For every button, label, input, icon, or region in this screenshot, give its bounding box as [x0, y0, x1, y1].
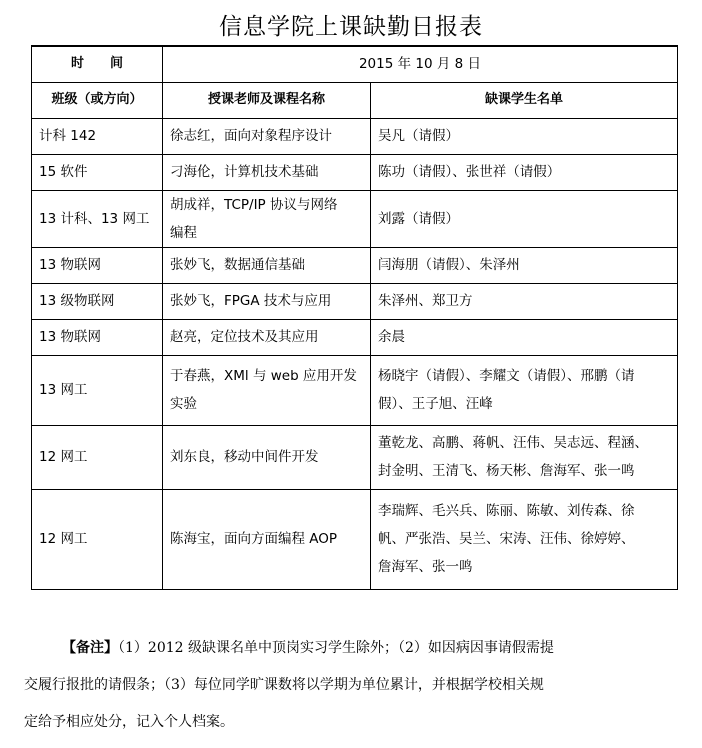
- time-label: 时 间: [32, 46, 163, 82]
- cell-absent-students-line: 董乾龙、高鹏、蒋帆、汪伟、吴志远、程涵、: [378, 435, 648, 451]
- column-header-absent: 缺课学生名单: [371, 82, 678, 118]
- cell-absent-students-line: 刘露（请假）: [378, 210, 459, 227]
- cell-absent-students: [371, 247, 678, 283]
- page-title: 信息学院上课缺勤日报表: [219, 14, 483, 40]
- attendance-table: [31, 45, 678, 590]
- cell-teacher-course: [163, 425, 371, 489]
- cell-teacher-course-line: 徐志红，面向对象程序设计: [170, 128, 332, 144]
- cell-teacher-course-line: 实验: [170, 396, 197, 412]
- table-row: [32, 190, 678, 247]
- cell-absent-students: [371, 489, 678, 589]
- cell-class: 13 计科、13 网工: [32, 190, 163, 247]
- cell-absent-students-line: 李瑞辉、毛兴兵、陈丽、陈敏、刘传森、徐: [378, 503, 635, 519]
- table-row: [32, 355, 678, 425]
- table-row: [32, 425, 678, 489]
- cell-teacher-course-line: 陈海宝，面向方面编程 AOP: [170, 531, 338, 547]
- cell-teacher-course-line: 胡成祥，TCP/IP 协议与网络: [170, 196, 338, 213]
- cell-class: 计科 142: [32, 118, 163, 154]
- table-row: [32, 283, 678, 319]
- remarks-line-2: 交履行报批的请假条；（3）每位同学旷课数将以学期为单位累计，并根据学校相关规: [24, 677, 544, 693]
- cell-teacher-course-line: 于春燕，XMl 与 web 应用开发: [170, 368, 357, 384]
- cell-class: 12 网工: [32, 489, 163, 589]
- remarks-line-3: 定给予相应处分，记入个人档案。: [24, 714, 234, 730]
- cell-absent-students-line: 余晨: [378, 329, 405, 345]
- cell-absent-students-line: 假）、王子旭、汪峰: [378, 396, 493, 412]
- table-row: [32, 247, 678, 283]
- cell-absent-students: [371, 425, 678, 489]
- cell-teacher-course-line: 张妙飞，FPGA 技术与应用: [170, 293, 332, 309]
- cell-absent-students: [371, 190, 678, 247]
- cell-teacher-course: [163, 319, 371, 355]
- cell-teacher-course-line: 张妙飞，数据通信基础: [170, 257, 305, 273]
- cell-absent-students: [371, 283, 678, 319]
- cell-teacher-course: [163, 118, 371, 154]
- cell-absent-students-line: 吴凡（请假）: [378, 128, 459, 144]
- cell-teacher-course: [163, 283, 371, 319]
- column-header-class: 班级（或方向）: [32, 82, 163, 118]
- remarks-tag: 【备注】: [62, 640, 118, 656]
- cell-teacher-course: [163, 154, 371, 190]
- table-row: [32, 489, 678, 589]
- cell-class: 15 软件: [32, 154, 163, 190]
- remarks: [24, 630, 684, 741]
- cell-teacher-course: [163, 190, 371, 247]
- table-row: [32, 118, 678, 154]
- cell-class: 12 网工: [32, 425, 163, 489]
- cell-absent-students-line: 杨晓宇（请假）、李耀文（请假）、邢鹏（请: [378, 368, 635, 384]
- cell-absent-students-line: 朱泽州、郑卫方: [378, 293, 473, 309]
- cell-absent-students-line: 帆、严张浩、吴兰、宋涛、汪伟、徐婷婷、: [378, 531, 635, 547]
- cell-teacher-course: [163, 355, 371, 425]
- cell-teacher-course: [163, 489, 371, 589]
- cell-absent-students: [371, 319, 678, 355]
- cell-teacher-course: [163, 247, 371, 283]
- cell-absent-students: [371, 355, 678, 425]
- table-row: [32, 319, 678, 355]
- cell-class: 13 物联网: [32, 247, 163, 283]
- cell-class: 13 网工: [32, 355, 163, 425]
- remarks-line-1: （1）2012 级缺课名单中顶岗实习学生除外；（2）如因病因事请假需提: [118, 640, 554, 656]
- cell-absent-students-line: 陈功（请假）、张世祥（请假）: [378, 164, 561, 180]
- report-date: 2015 年 10 月 8 日: [163, 46, 678, 82]
- cell-class: 13 物联网: [32, 319, 163, 355]
- cell-absent-students: [371, 118, 678, 154]
- cell-teacher-course-line: 刘东良，移动中间件开发: [170, 449, 319, 465]
- column-header-teacher: 授课老师及课程名称: [163, 82, 371, 118]
- cell-absent-students: [371, 154, 678, 190]
- cell-class: 13 级物联网: [32, 283, 163, 319]
- cell-absent-students-line: 闫海朋（请假）、朱泽州: [378, 257, 520, 273]
- cell-absent-students-line: 封金明、王清飞、杨天彬、詹海军、张一鸣: [378, 463, 635, 479]
- cell-teacher-course-line: 编程: [170, 224, 197, 241]
- cell-teacher-course-line: 赵亮，定位技术及其应用: [170, 329, 319, 345]
- table-row: [32, 154, 678, 190]
- cell-teacher-course-line: 刁海伦，计算机技术基础: [170, 164, 319, 180]
- cell-absent-students-line: 詹海军、张一鸣: [378, 559, 473, 575]
